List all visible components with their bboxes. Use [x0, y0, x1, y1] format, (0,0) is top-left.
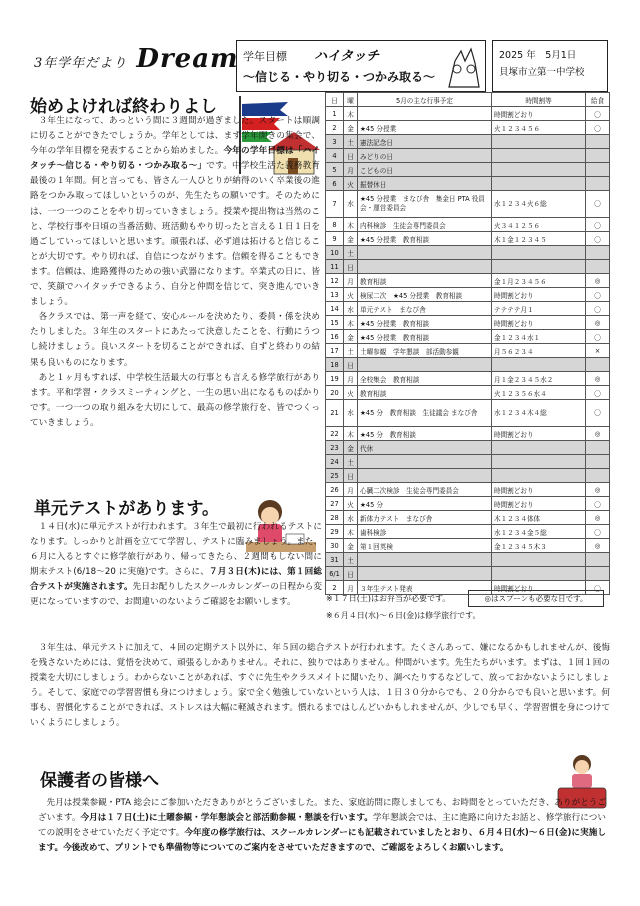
event-cell — [358, 469, 492, 483]
event-cell: 代休 — [358, 441, 492, 455]
weekday-cell: 土 — [344, 344, 358, 358]
day-cell: 21 — [326, 400, 344, 427]
schedule-row — [326, 288, 610, 302]
weekday-cell: 金 — [344, 232, 358, 246]
schedule-row — [326, 469, 610, 483]
day-cell: 7 — [326, 191, 344, 218]
day-cell: 2 — [326, 121, 344, 135]
day-cell: 22 — [326, 427, 344, 441]
note-trip: ※６月４日(水)～６日(金)は修学旅行です。 — [326, 611, 481, 620]
col-header-day: 日 — [326, 93, 344, 107]
schedule-row — [326, 121, 610, 135]
day-cell: 12 — [326, 274, 344, 288]
masthead-title: Dream — [136, 44, 239, 74]
timetable-cell: 月５６２３４ — [492, 344, 586, 358]
day-cell: 5 — [326, 163, 344, 177]
lunch-cell — [586, 177, 610, 191]
timetable-cell: 火３４１２５６ — [492, 218, 586, 232]
weekday-cell: 金 — [344, 330, 358, 344]
issue-date: 2025 年 5月1日 — [499, 50, 577, 61]
weekday-cell: 金 — [344, 441, 358, 455]
timetable-cell: 時間割どおり — [492, 288, 586, 302]
note-lunch: ※１７日(土)はお弁当が必要です。 — [326, 594, 451, 603]
weekday-cell: 土 — [344, 246, 358, 260]
lunch-cell: 〇 — [586, 107, 610, 121]
s3-p1-rest: 学年懇談会では、主に進路に向けたお話と、修学旅行についての説明をさせていただく予定です。 — [38, 813, 606, 839]
event-cell: ★45 分授業 教育相談 — [358, 232, 492, 246]
weekday-cell: 木 — [344, 427, 358, 441]
schedule-row — [326, 163, 610, 177]
schedule-row — [326, 149, 610, 163]
weekday-cell: 土 — [344, 135, 358, 149]
lunch-cell: 〇 — [586, 191, 610, 218]
lunch-cell: 〇 — [586, 288, 610, 302]
event-cell: 振替休日 — [358, 177, 492, 191]
event-cell: ★45 分 — [358, 497, 492, 511]
weekday-cell: 日 — [344, 149, 358, 163]
event-cell: ★45 分 教育相談 生徒議会 まなび舎 — [358, 400, 492, 427]
weekday-cell: 水 — [344, 400, 358, 427]
event-cell: 教育相談 — [358, 274, 492, 288]
col-header-events: 5月の主な行事予定 — [358, 93, 492, 107]
schedule-row — [326, 246, 610, 260]
schedule-row — [326, 441, 610, 455]
s2-p2: ３年生は、単元テストに加えて、４回の定期テスト以外に、年５回の総合テストが行われます。たくさんあって、嫌になるかもしれませんが、後悔を残さないためには、覚悟を決めて、頑張るしかありません。それに、独りではありません。仲間がいます。先生たちがいます。まずは、１回１回の授業を大切にしましょう。わからないことがあれば、すぐに先生やクラスメイトに聞いたり、調べたりするなどして、放っておかないようにしましょう。そして、家庭での学習習慣も身につけましょう。家で全く勉強していないという人は、１日３０分からでも、２０分からでも良いと思います。何事も、習慣化することができれば、ストレスは大幅に軽減されます。慣れるまではしんどいかもしれませんが、少しでも早く、学習習慣を身につけていくようにしましょう。 — [30, 643, 610, 729]
section-heading-parents: 保護者の皆様へ — [40, 771, 159, 791]
day-cell: 9 — [326, 232, 344, 246]
lunch-cell: 〇 — [586, 232, 610, 246]
weekday-cell: 土 — [344, 455, 358, 469]
schedule-row — [326, 358, 610, 372]
event-cell: ３年生テスト発表 — [358, 581, 492, 595]
weekday-cell: 金 — [344, 121, 358, 135]
event-cell — [358, 455, 492, 469]
lunch-cell: 〇 — [586, 121, 610, 135]
weekday-cell: 水 — [344, 302, 358, 316]
newsletter-masthead — [34, 44, 239, 74]
weekday-cell: 火 — [344, 497, 358, 511]
weekday-cell: 金 — [344, 539, 358, 553]
timetable-cell — [492, 358, 586, 372]
event-cell: ★45 分授業 教育相談 — [358, 330, 492, 344]
schedule-row — [326, 316, 610, 330]
section2-body-wide — [30, 641, 610, 732]
event-cell: 単元テスト まなび舎 — [358, 302, 492, 316]
event-cell: 内科検診 生徒会専門委員会 — [358, 218, 492, 232]
day-cell: 30 — [326, 539, 344, 553]
timetable-cell: テテテテ月１ — [492, 302, 586, 316]
lunch-cell: 〇 — [586, 400, 610, 427]
timetable-cell — [492, 163, 586, 177]
timetable-cell — [492, 441, 586, 455]
event-cell: ★45 分授業 — [358, 121, 492, 135]
event-cell: 全校集会 教育相談 — [358, 372, 492, 386]
s3-p1-bold: 今月は１７日(土)に土曜参観・学年懇談会と部活動参観・懇談を行います。 — [80, 813, 373, 824]
lunch-cell: 〇 — [586, 218, 610, 232]
event-cell: ★45 分授業 まなび舎 集金日 PTA 役員会・運営委員会 — [358, 191, 492, 218]
timetable-cell: 月１金２３４５水２ — [492, 372, 586, 386]
weekday-cell: 水 — [344, 511, 358, 525]
weekday-cell: 日 — [344, 260, 358, 274]
event-cell: 心臓二次検診 生徒会専門委員会 — [358, 483, 492, 497]
section1-body — [30, 114, 320, 431]
lunch-cell — [586, 567, 610, 581]
event-cell: 教育相談 — [358, 386, 492, 400]
lunch-cell: 〇 — [586, 525, 610, 539]
day-cell: 6 — [326, 177, 344, 191]
weekday-cell: 月 — [344, 274, 358, 288]
lunch-cell: 〇 — [586, 581, 610, 595]
issue-info-box — [492, 40, 608, 92]
lunch-cell: ◎ — [586, 483, 610, 497]
day-cell: 1 — [326, 107, 344, 121]
lunch-cell: × — [586, 344, 610, 358]
schedule-row — [326, 455, 610, 469]
event-cell: 第１回英検 — [358, 539, 492, 553]
col-header-timetable: 時間割等 — [492, 93, 586, 107]
lunch-cell — [586, 441, 610, 455]
timetable-cell — [492, 246, 586, 260]
weekday-cell: 日 — [344, 358, 358, 372]
goal-label: 学年目標 — [243, 50, 287, 63]
schedule-row — [326, 218, 610, 232]
schedule-row — [326, 107, 610, 121]
schedule-row — [326, 177, 610, 191]
day-cell: 4 — [326, 149, 344, 163]
lunch-cell: 〇 — [586, 386, 610, 400]
weekday-cell: 木 — [344, 107, 358, 121]
weekday-cell: 月 — [344, 581, 358, 595]
timetable-cell: 木１金１２３４５ — [492, 232, 586, 246]
schedule-row — [326, 344, 610, 358]
s1-p1: ３年生になって、あっという間に３週間が過ぎました。スタートは順調に切ることができたでしょうか。学年としては、まず学年開きの集会で、今年の学年目標を発表することから始めました。 — [30, 116, 320, 157]
day-cell: 24 — [326, 455, 344, 469]
lunch-cell — [586, 149, 610, 163]
event-cell — [358, 553, 492, 567]
timetable-cell — [492, 149, 586, 163]
col-header-weekday: 曜 — [344, 93, 358, 107]
timetable-cell: 時間割どおり — [492, 483, 586, 497]
timetable-cell: 水１２３４火６総 — [492, 191, 586, 218]
timetable-cell: 時間割どおり — [492, 107, 586, 121]
masthead-prefix: 3年学年だより — [34, 56, 128, 71]
weekday-cell: 木 — [344, 218, 358, 232]
event-cell — [358, 260, 492, 274]
lunch-cell: 〇 — [586, 330, 610, 344]
s2-p1: １４日(水)に単元テストが行われます。３年生で最初に行われるテストになります。しっかりと計画を立てて学習し、テストに臨みましょう。また、６月に入るとすぐに修学旅行があり、帰ってきたら、２週間もしない間に期末テスト(6/18～20 に実施)です。さらに、 — [30, 522, 322, 578]
schedule-row — [326, 260, 610, 274]
schedule-row — [326, 400, 610, 427]
lunch-cell — [586, 246, 610, 260]
lunch-cell: 〇 — [586, 302, 610, 316]
section-heading-start: 始めよければ終わりよし — [30, 97, 217, 117]
s1-p1-bold: 今年の学年目標は「ハイタッチ～信じる・やり切る・つかみ取る～」 — [30, 146, 320, 172]
weekday-cell: 日 — [344, 567, 358, 581]
schedule-row — [326, 274, 610, 288]
event-cell — [358, 358, 492, 372]
timetable-cell — [492, 455, 586, 469]
high-five-illustration — [443, 43, 483, 89]
timetable-cell: 金１２３４５木３ — [492, 539, 586, 553]
weekday-cell: 日 — [344, 469, 358, 483]
event-cell: ★45 分 教育相談 — [358, 427, 492, 441]
timetable-cell — [492, 567, 586, 581]
weekday-cell: 木 — [344, 525, 358, 539]
day-cell: 18 — [326, 358, 344, 372]
schedule-row — [326, 511, 610, 525]
timetable-cell: 時間割どおり — [492, 497, 586, 511]
event-cell: こどもの日 — [358, 163, 492, 177]
day-cell: 10 — [326, 246, 344, 260]
s1-p3: あと１ヶ月もすれば、中学校生活最大の行事とも言える修学旅行があります。平和学習・クラスミーティングと、一生の思い出になるものばかりです。一つ一つの取り組みを大切にして、最高の修学旅行を、皆でつくっていきましょう。 — [30, 372, 320, 428]
event-cell: 土曜参観 学年懇談 部活動参観 — [358, 344, 492, 358]
timetable-cell — [492, 469, 586, 483]
day-cell: 29 — [326, 525, 344, 539]
goal-title: ハイタッチ — [314, 49, 380, 64]
lunch-cell — [586, 163, 610, 177]
schedule-row — [326, 427, 610, 441]
lunch-cell: ◎ — [586, 274, 610, 288]
school-name: 貝塚市立第一中学校 — [499, 67, 585, 78]
timetable-cell: 時間割どおり — [492, 427, 586, 441]
timetable-cell: 火１２３４５６ — [492, 121, 586, 135]
lunch-cell: ◎ — [586, 511, 610, 525]
section2-body-top — [30, 520, 322, 611]
day-cell: 17 — [326, 344, 344, 358]
s2-p1-bold: ７月３日(木)には、第１回総合テストが実施されます。 — [30, 567, 323, 593]
lunch-cell — [586, 455, 610, 469]
s3-p1-bold2: 今年度の修学旅行は、スクールカレンダーにも記載されていましたとおり、６月４日(水)～６日(金)に実施します。今後改めて、プリントでも準備物等についてのご案内をさせていただきますので、ご確認をよろしくお願いします。 — [38, 828, 606, 854]
timetable-cell: 時間割どおり — [492, 581, 586, 595]
event-cell: 検尿二次 ★45 分授業 教育相談 — [358, 288, 492, 302]
event-cell — [358, 107, 492, 121]
day-cell: 23 — [326, 441, 344, 455]
event-cell: ★45 分授業 教育相談 — [358, 316, 492, 330]
schedule-row — [326, 191, 610, 218]
day-cell: 3 — [326, 135, 344, 149]
schedule-row — [326, 539, 610, 553]
lunch-cell — [586, 553, 610, 567]
event-cell: 歯科検診 — [358, 525, 492, 539]
weekday-cell: 水 — [344, 191, 358, 218]
timetable-cell — [492, 177, 586, 191]
timetable-cell: 水１２３４金５総 — [492, 525, 586, 539]
lunch-cell: ◎ — [586, 427, 610, 441]
event-cell — [358, 246, 492, 260]
event-cell: 新体力テスト まなび舎 — [358, 511, 492, 525]
schedule-row — [326, 135, 610, 149]
timetable-cell — [492, 260, 586, 274]
day-cell: 26 — [326, 483, 344, 497]
goal-subtitle: ～信じる・やり切る・つかみ取る～ — [243, 70, 436, 84]
event-cell — [358, 567, 492, 581]
note-spoon-box: ◎はスプーンも必要な日です。 — [468, 590, 604, 607]
col-header-lunch: 給食 — [586, 93, 610, 107]
timetable-cell: 時間割どおり — [492, 316, 586, 330]
schedule-row — [326, 302, 610, 316]
weekday-cell: 月 — [344, 483, 358, 497]
timetable-cell — [492, 553, 586, 567]
timetable-cell: 金１２３４水１ — [492, 330, 586, 344]
schedule-row — [326, 497, 610, 511]
schedule-row — [326, 330, 610, 344]
timetable-cell: 金１月２３４５６ — [492, 274, 586, 288]
day-cell: 25 — [326, 469, 344, 483]
s2-p1-rest: 先日お配りしたスクールカレンダーの日程から変更になっていますので、お間違いのないようご確認をお願いします。 — [30, 582, 322, 608]
weekday-cell: 月 — [344, 372, 358, 386]
day-cell: 31 — [326, 553, 344, 567]
weekday-cell: 月 — [344, 163, 358, 177]
lunch-cell — [586, 135, 610, 149]
lunch-cell: 〇 — [586, 497, 610, 511]
grade-goal-box — [236, 40, 486, 92]
event-cell: みどりの日 — [358, 149, 492, 163]
day-cell: 8 — [326, 218, 344, 232]
s1-p1-rest: です。中学校生活た義務教育最後の１年間。何と言っても、皆さん一人ひとりが納得のいく卒業後の進路をつかみ取ってほしいというのが、先生たちの願いです。そのためには、一つ一つのことをやり切っていきましょう。授業や提出物は当然のこと、学校行事や日頃の当番活動、班活動もやり切ったと言える１日１日を過ごしていってほしいと思います。頑張れば、必ず道は拓けると信じることが大切です。やり切れば、自信につながります。信頼を得ることもできます。信頼は、進路獲得のための強い武器になります。卒業式の日に、皆で、笑顔でハイタッチできるよう、自分と仲間を信じて、突き進んでいきましょう。 — [30, 161, 320, 308]
day-cell: 27 — [326, 497, 344, 511]
s1-p2: 各クラスでは、第一声を経て、安心ルールを決めたり、委員・係を決めたりしました。３年生のスタートにあたって決意したことを、行動にうつし続けましょう。良いスタートを切ることができれば、自ずと終わりの結果も良いものになります。 — [30, 312, 320, 368]
schedule-row — [326, 372, 610, 386]
section3-body — [38, 796, 606, 856]
timetable-cell: 木１２３４体体 — [492, 511, 586, 525]
lunch-cell: ◎ — [586, 316, 610, 330]
weekday-cell: 土 — [344, 553, 358, 567]
day-cell: 19 — [326, 372, 344, 386]
schedule-row — [326, 386, 610, 400]
day-cell: 6/1 — [326, 567, 344, 581]
day-cell: 16 — [326, 330, 344, 344]
lunch-cell — [586, 469, 610, 483]
day-cell: 28 — [326, 511, 344, 525]
s3-p1: 先月は授業参観・PTA 総会にご参加いただきありがとうございました。また、家庭訪問に際しましても、お時間をとっていただき、ありがとうございます。 — [38, 798, 606, 824]
lunch-cell: ◎ — [586, 372, 610, 386]
day-cell: 13 — [326, 288, 344, 302]
day-cell: 20 — [326, 386, 344, 400]
day-cell: 2 — [326, 581, 344, 595]
timetable-cell — [492, 135, 586, 149]
section-heading-test: 単元テストがあります。 — [34, 499, 219, 519]
weekday-cell: 木 — [344, 316, 358, 330]
timetable-cell: 水１２３４木４総 — [492, 400, 586, 427]
lunch-cell: ◎ — [586, 539, 610, 553]
lunch-cell — [586, 260, 610, 274]
weekday-cell: 火 — [344, 288, 358, 302]
schedule-row — [326, 232, 610, 246]
schedule-row — [326, 553, 610, 567]
lunch-cell — [586, 358, 610, 372]
schedule-header-row — [326, 93, 610, 107]
day-cell: 15 — [326, 316, 344, 330]
day-cell: 11 — [326, 260, 344, 274]
weekday-cell: 火 — [344, 177, 358, 191]
may-schedule-table — [325, 92, 610, 595]
timetable-cell: 火１２３５６水４ — [492, 386, 586, 400]
weekday-cell: 火 — [344, 386, 358, 400]
day-cell: 14 — [326, 302, 344, 316]
event-cell: 憲法記念日 — [358, 135, 492, 149]
schedule-row — [326, 525, 610, 539]
schedule-row — [326, 567, 610, 581]
schedule-row — [326, 483, 610, 497]
